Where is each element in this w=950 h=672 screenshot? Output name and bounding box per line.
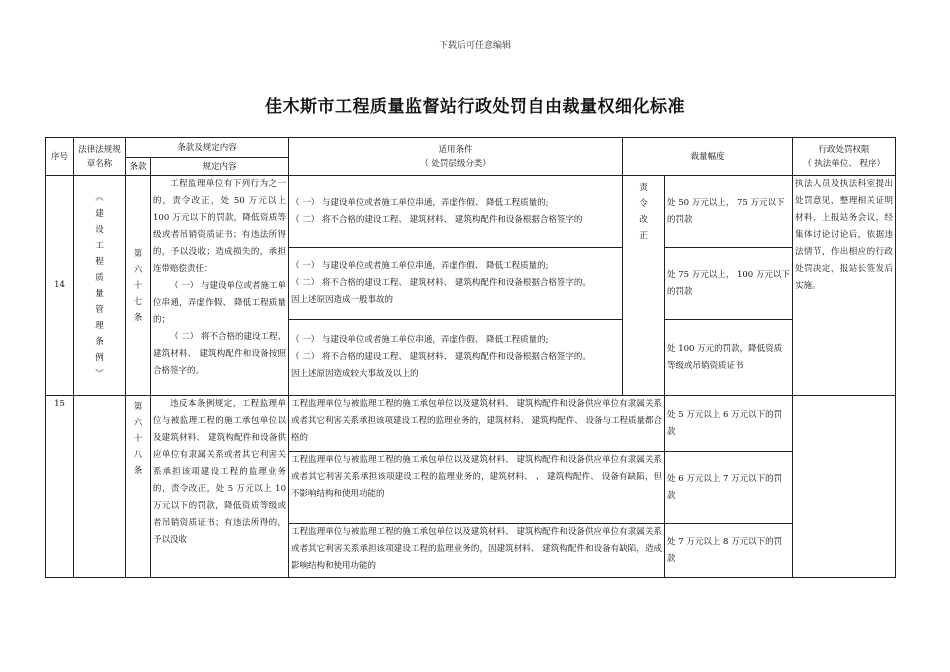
law-name: ︽ 建 设 工 程 质 量 管 理 条 例 ︾ <box>74 176 126 396</box>
page-title: 佳木斯市工程质量监督站行政处罚自由裁量权细化标准 <box>265 97 685 117</box>
range-cell: 处 75 万元以上， 100 万元以下的罚款 <box>665 248 793 320</box>
law-name-empty <box>74 396 126 578</box>
header-seq: 序号 <box>46 138 74 176</box>
header-clause-group: 条款及规定内容 <box>126 138 289 158</box>
table-row <box>46 396 896 452</box>
condition-cell: （ 一） 与建设单位或者施工单位串通，弄虚作假、 降低工程质量的; （ 二） 将不合格的建设工程、 建筑材料、 建筑构配件和设备根据合格签字的 <box>289 176 623 248</box>
range-cell: 处 100 万元的罚款，降低资质等级或吊销资质证书 <box>665 320 793 396</box>
header-note: 下载后可任意编辑 <box>438 41 511 51</box>
authority-cell: 执法人员及执法科室提出处罚意见，整理相关证明材料，上报站务会议，经集体讨论讨论后，依据违法情节，作出相应的行政处罚决定，报站长签发后实施。 <box>793 176 896 396</box>
condition-cell: 工程监理单位与被监理工程的施工承包单位以及建筑材料、 建筑构配件和设备供应单位有隶属关系或者其它利害关系承担该项建设工程的监理业务的，因建筑材料、 建筑构配件和设备有缺陷，造成影响结构和使用功能的 <box>289 524 665 578</box>
condition-cell: 工程监理单位与被监理工程的施工承包单位以及建筑材料、 建筑构配件和设备供应单位有隶属关系或者其它利害关系承担该项建设工程的监理业务的，建筑材料、 建筑构配件、 设备与工程质量都合格的 <box>289 396 665 452</box>
condition-cell: （ 一） 与建设单位或者施工单位串通，弄虚作假、 降低工程质量的; （ 二） 将不合格的建设工程、 建筑材料、 建筑构配件和设备根据合格签字的。 因上述原因造成较大事故及以上的 <box>289 320 623 396</box>
condition-cell: 工程监理单位与被监理工程的施工承包单位以及建筑材料、 建筑构配件和设备供应单位有隶属关系或者其它利害关系承担该项建设工程的监理业务的，建筑材料、 、 建筑构配件、 设备有缺陷，但不影响结构和使用功能的 <box>289 452 665 524</box>
header-clause: 条款 <box>126 158 151 176</box>
decision-cell: 责 令 改 正 <box>623 176 665 396</box>
row-seq: 14 <box>46 176 74 396</box>
header-range: 裁量幅度 <box>623 138 793 176</box>
condition-cell: （ 一） 与建设单位或者施工单位串通，弄虚作假、 降低工程质量的; （ 二） 将不合格的建设工程、 建筑材料、 建筑构配件和设备根据合格签字的。 因上述原因造成一般事故的 <box>289 248 623 320</box>
authority-empty <box>793 396 896 578</box>
table-row <box>46 176 896 248</box>
header-law: 法律法规规 章名称 <box>74 138 126 176</box>
clause-content: 违反本条例规定，工程监理单位与被监理工程的施工承包单位以及建筑材料、 建筑构配件和设备供应单位有隶属关系或者其它利害关系承担该项建设工程的监理业务的，责令改正，处 5 万元以上 10 万元以下的罚款，降低资质等级或者吊销资质证书；有违法所得的，予以没收 <box>151 396 289 578</box>
clause-number: 第 六 十 八 条 <box>126 396 151 578</box>
row-seq: 15 <box>46 396 74 578</box>
header-content: 规定内容 <box>151 158 289 176</box>
range-cell: 处 50 万元以上， 75 万元以下的罚款 <box>665 176 793 248</box>
clause-content: 工程监理单位有下列行为之一的，责令改正，处 50 万元以上 100 万元以下的罚款，降低资质等级或者吊销资质证书；有违法所得的，予以没收；造成损失的，承担连带赔偿责任： （ 一） 与建设单位或者施工单位串通，弄虚作假、 降低工程质量的； （ 二） 将不合格的建设工程、 建筑材料、 建筑构配件和设备按照合格签字的。 <box>151 176 289 396</box>
range-cell: 处 6 万元以上 7 万元以下的罚款 <box>665 452 793 524</box>
header-condition: 适用条件 （ 处罚层级分类） <box>289 138 623 176</box>
penalty-standard-table <box>45 137 896 578</box>
clause-number: 第 六 十 七 条 <box>126 176 151 396</box>
range-cell: 处 5 万元以上 6 万元以下的罚款 <box>665 396 793 452</box>
range-cell: 处 7 万元以上 8 万元以下的罚款 <box>665 524 793 578</box>
header-authority: 行政处罚权限 （ 执法单位、 程序） <box>793 138 896 176</box>
